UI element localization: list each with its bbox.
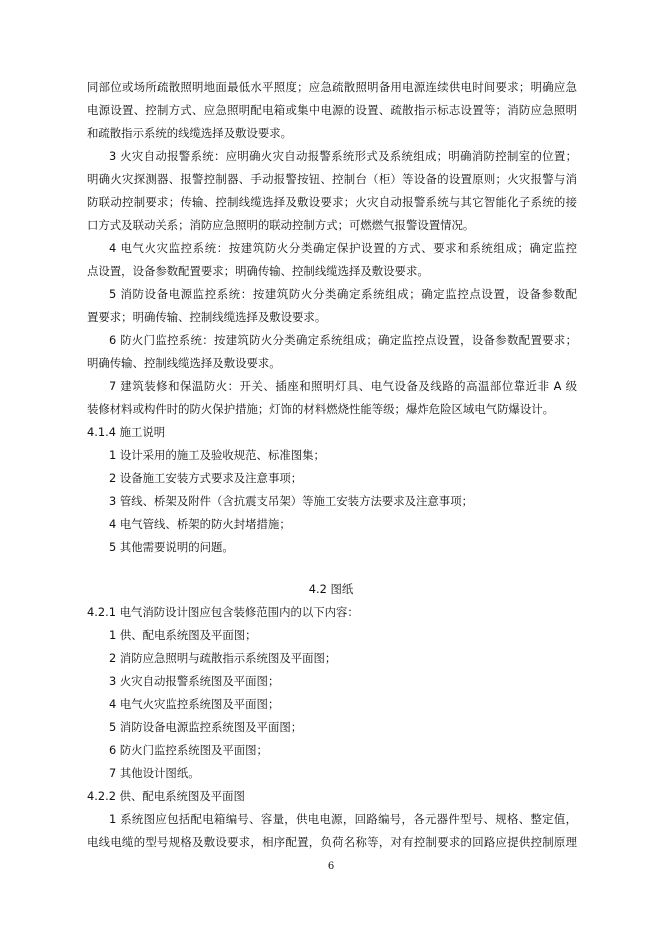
section-heading: 4.2.2 供、配电系统图及平面图 [87,789,245,803]
list-item: 6 防火门监控系统图及平面图； [109,743,268,757]
list-item: 2 消防应急照明与疏散指示系统图及平面图； [109,651,337,665]
list-item: 5 其他需要说明的问题。 [109,540,234,554]
paragraph-line: 明确火灾探测器、报警控制器、手动报警按钮、控制台（柜）等设备的设置原则；火灾报警与消 [87,172,577,186]
paragraph-line: 明确传输、控制线缆选择及敷设要求。 [87,356,281,370]
paragraph-line: 1 系统图应包括配电箱编号、容量，供电电源，回路编号，各元器件型号、规格、整定值， [109,812,577,826]
page-number: 6 [327,861,335,872]
paragraph-line: 3 火灾自动报警系统：应明确火灾自动报警系统形式及系统组成；明确消防控制室的位置； [109,149,577,163]
list-item: 5 消防设备电源监控系统图及平面图； [109,720,303,734]
section-heading: 4.1.4 施工说明 [87,425,166,439]
paragraph-line: 置要求；明确传输、控制线缆选择及敷设要求。 [87,310,327,324]
paragraph-line: 防联动控制要求；传输、控制线缆选择及敷设要求；火灾自动报警系统与其它智能化子系统的接 [87,195,577,209]
paragraph-line: 7 建筑装修和保温防火：开关、插座和照明灯具、电气设备及线路的高温部位靠近非 A 级 [109,379,577,393]
list-item: 1 供、配电系统图及平面图； [109,628,257,642]
list-item: 4 电气管线、桥架的防火封堵措施； [109,517,291,531]
paragraph-line: 装修材料或构件时的防火保护措施；灯饰的材料燃烧性能等级；爆炸危险区域电气防爆设计。 [87,402,555,416]
paragraph-line: 口方式及联动关系；消防应急照明的联动控制方式；可燃燃气报警设置情况。 [87,218,475,232]
paragraph-line: 4 电气火灾监控系统：按建筑防火分类确定保护设置的方式、要求和系统组成；确定监控 [109,241,577,255]
section-title: 4.2 图纸 [308,582,354,596]
paragraph-line: 6 防火门监控系统：按建筑防火分类确定系统组成；确定监控点设置，设备参数配置要求； [109,333,577,347]
list-item: 7 其他设计图纸。 [109,766,200,780]
list-item: 4 电气火灾监控系统图及平面图； [109,697,280,711]
list-item: 3 火灾自动报警系统图及平面图； [109,674,280,688]
list-item: 2 设备施工安装方式要求及注意事项； [109,471,303,485]
paragraph-line: 电源设置、控制方式、应急照明配电箱或集中电源的设置、疏散指示标志设置等；消防应急照明 [87,103,577,117]
section-heading: 4.2.1 电气消防设计图应包含装修范围内的以下内容： [87,605,359,619]
paragraph-line: 同部位或场所疏散照明地面最低水平照度；应急疏散照明备用电源连续供电时间要求；明确应急 [87,80,577,94]
paragraph-line: 5 消防设备电源监控系统：按建筑防火分类确定系统组成；确定监控点设置，设备参数配 [109,287,577,301]
paragraph-line: 和疏散指示系统的线缆选择及敷设要求。 [87,126,293,140]
list-item: 3 管线、桥架及附件（含抗震支吊架）等施工安装方法要求及注意事项； [109,494,473,508]
list-item: 1 设计采用的施工及验收规范、标准图集； [109,448,325,462]
paragraph-line: 点设置，设备参数配置要求；明确传输、控制线缆选择及敷设要求。 [87,264,429,278]
paragraph-line: 电线电缆的型号规格及敷设要求，相序配置，负荷名称等，对有控制要求的回路应提供控制原理 [87,835,577,849]
